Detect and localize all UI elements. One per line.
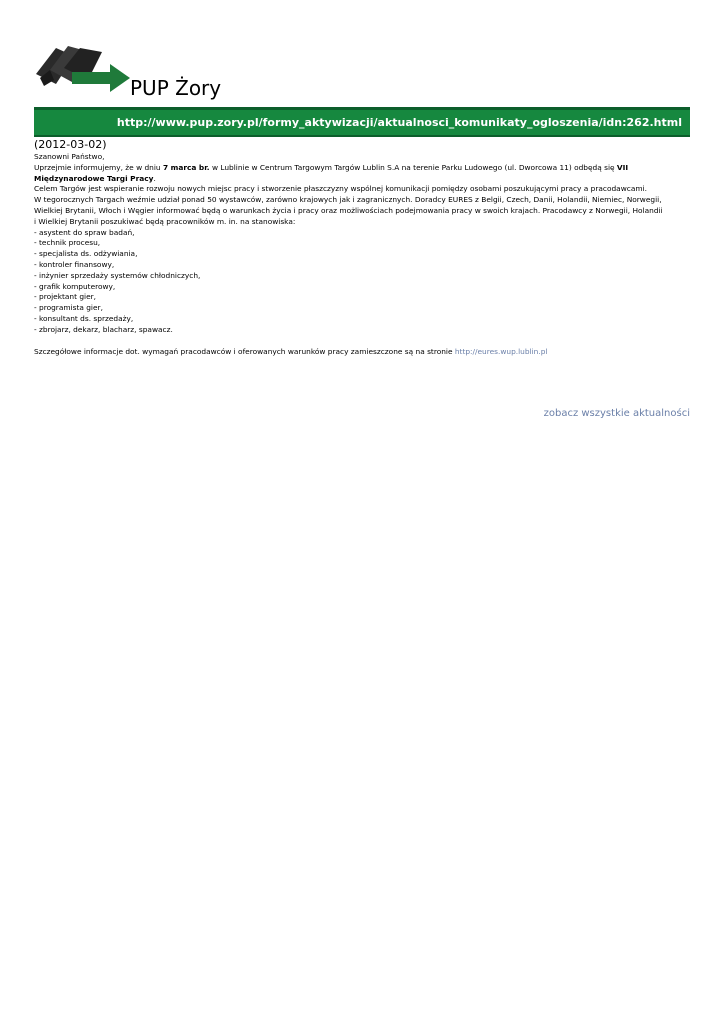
page-url[interactable]: http://www.pup.zory.pl/formy_aktywizacji/aktualnosci_komunikaty_ogloszenia/idn:262.html — [116, 116, 682, 129]
list-item: - asystent do spraw badań, — [34, 227, 135, 237]
url-banner — [34, 107, 690, 137]
details-paragraph — [34, 347, 692, 358]
list-item: - technik procesu, — [34, 238, 101, 248]
article-body — [34, 152, 692, 357]
positions-list — [34, 228, 692, 336]
list-item: - specjalista ds. odżywiania, — [34, 249, 138, 259]
intro-date: 7 marca br. — [162, 162, 210, 172]
site-name: PUP Żory — [130, 76, 222, 100]
list-item: - zbrojarz, dekarz, blacharz, spawacz. — [34, 324, 173, 334]
exhibitors-paragraph: W tegorocznych Targach weźmie udział ponad 50 wystawców, zarówno krajowych jak i zagranicznych. Doradcy EURES z Belgii, Czech, Danii, Holandii, Niemiec, Norwegii, Wielkiej Brytanii, Włoch i Węgier informować będą o warunkach życia i pracy oraz możliwościach podejmowania pracy w swoich krajach. Pracodawcy z Norwegii, Holandii — [34, 195, 663, 215]
positions-intro: i Wielkiej Brytanii poszukiwać będą pracowników m. in. na stanowiska: — [34, 216, 296, 226]
list-item: - konsultant ds. sprzedaży, — [34, 313, 134, 323]
spacer — [34, 336, 692, 347]
intro-end: . — [153, 173, 156, 183]
intro-pre: Uprzejmie informujemy, że w dniu — [34, 162, 163, 172]
article-date: (2012-03-02) — [34, 138, 107, 151]
list-item: - grafik komputerowy, — [34, 281, 116, 291]
pup-logo-icon — [32, 40, 142, 100]
goal-paragraph: Celem Targów jest wspieranie rozwoju nowych miejsc pracy i stworzenie płaszczyzny wspólnej komunikacji pomiędzy osobami poszukującymi pracy a pracodawcami. — [34, 184, 647, 194]
intro-mid: w Lublinie w Centrum Targowym Targów Lublin S.A na terenie Parku Ludowego (ul. Dworcowa 11) odbędą się — [209, 162, 617, 172]
list-item: - programista gier, — [34, 303, 103, 313]
intro-paragraph — [34, 163, 692, 185]
details-text: Szczegółowe informacje dot. wymagań pracodawców i oferowanych warunków pracy zamieszczone są na stronie — [34, 346, 455, 356]
greeting: Szanowni Państwo, — [34, 152, 105, 161]
list-item: - inżynier sprzedaży systemów chłodniczych, — [34, 270, 201, 280]
list-item: - kontroler finansowy, — [34, 259, 115, 269]
list-item: - projektant gier, — [34, 292, 97, 302]
eures-link[interactable]: http://eures.wup.lublin.pl — [454, 346, 548, 356]
intro-event: VII Międzynarodowe Targi Pracy — [34, 162, 629, 183]
see-all-news-link[interactable]: zobacz wszystkie aktualności — [543, 408, 690, 419]
